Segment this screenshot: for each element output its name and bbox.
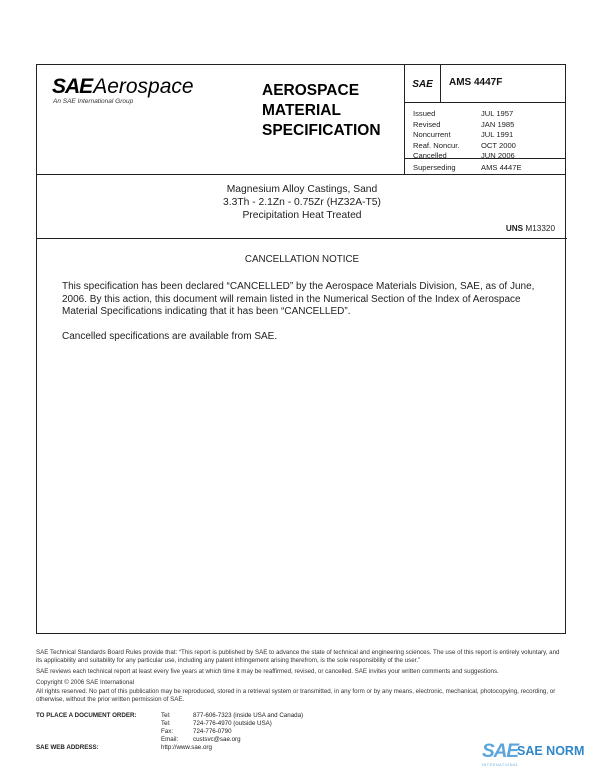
material-title: Magnesium Alloy Castings, Sand 3.3Th - 2.1Zn - 0.75Zr (HZ32A-T5) Precipitation Heat Treated	[223, 184, 381, 221]
sae-small-logo: SAE	[405, 65, 441, 103]
rights: All rights reserved. No part of this publication may be reproduced, stored in a retrieval system or transmitted, in any form or by any means, electronic, mechanical, photocopying, recording, or otherwise, without the prior written permission of SAE.	[36, 687, 556, 704]
watermark-sae: SAE	[482, 741, 519, 762]
header-right	[405, 65, 566, 175]
date-row: Noncurrent JUL 1991	[413, 130, 514, 139]
logo-sae: SAE	[52, 75, 93, 98]
logo-aerospace: Aerospace	[93, 75, 194, 98]
watermark-text: SAE NORM	[517, 744, 585, 758]
sae-norm-watermark	[482, 741, 592, 771]
date-row: Revised JAN 1985	[413, 119, 515, 129]
copyright: Copyright © 2006 SAE International	[36, 679, 135, 687]
web-link[interactable]: http://www.sae.org	[161, 744, 212, 751]
date-row: Issued JUL 1957	[413, 109, 514, 118]
document-frame	[36, 64, 566, 634]
availability-note: Cancelled specifications are available from SAE.	[62, 331, 278, 342]
watermark-sub: INTERNATIONAL	[482, 763, 519, 767]
ams-number-row	[405, 65, 566, 103]
ams-number: AMS 4447F	[449, 77, 503, 88]
superseding-row: Superseding AMS 4447E	[405, 158, 566, 175]
header-left	[37, 65, 405, 175]
uns-number: UNS M13320	[505, 224, 555, 233]
contact-values: 877-606-7323 (inside USA and Canada) 724-776-4970 (outside USA) 724-776-0790 custsvc@sae.org	[193, 712, 393, 744]
logo-subtitle: An SAE International Group	[53, 98, 134, 105]
divider	[37, 238, 567, 239]
date-row: Reaf. Noncur. OCT 2000	[413, 140, 516, 150]
footer-rules: SAE Technical Standards Board Rules provide that: “This report is published by SAE to advance the state of technical and engineering sciences. The use of this report is entirely voluntary, and its applicability and suitability for any particular use, including any patent infringement arising therefrom, is the sole responsibility of the user.”	[36, 649, 560, 665]
spec-title: AEROSPACE MATERIAL SPECIFICATION	[262, 82, 381, 139]
email-link[interactable]: custsvc@sae.org	[193, 735, 241, 743]
date-row: Cancelled JUN 2006	[413, 151, 515, 160]
contact-labels: Tel: Tel: Fax: Email:	[161, 712, 179, 743]
web-label: SAE WEB ADDRESS:	[36, 744, 99, 751]
footer-review: SAE reviews each technical report at least every five years at which time it may be reaffirmed, revised, or cancelled. SAE invites your written comments and suggestions.	[36, 668, 499, 676]
date-list	[413, 109, 516, 162]
order-label: TO PLACE A DOCUMENT ORDER:	[36, 712, 137, 719]
sae-aerospace-logo	[52, 75, 194, 99]
cancellation-title: CANCELLATION NOTICE	[244, 254, 360, 265]
cancellation-body: This specification has been declared “CANCELLED” by the Aerospace Materials Division, SAE, as of June, 2006. By this action, this document will remain listed in the Numerical Section of the Index of Aerospace Material Specifications indicating that it has been “CANCELLED”.	[62, 281, 535, 318]
footer-legal	[36, 649, 566, 704]
